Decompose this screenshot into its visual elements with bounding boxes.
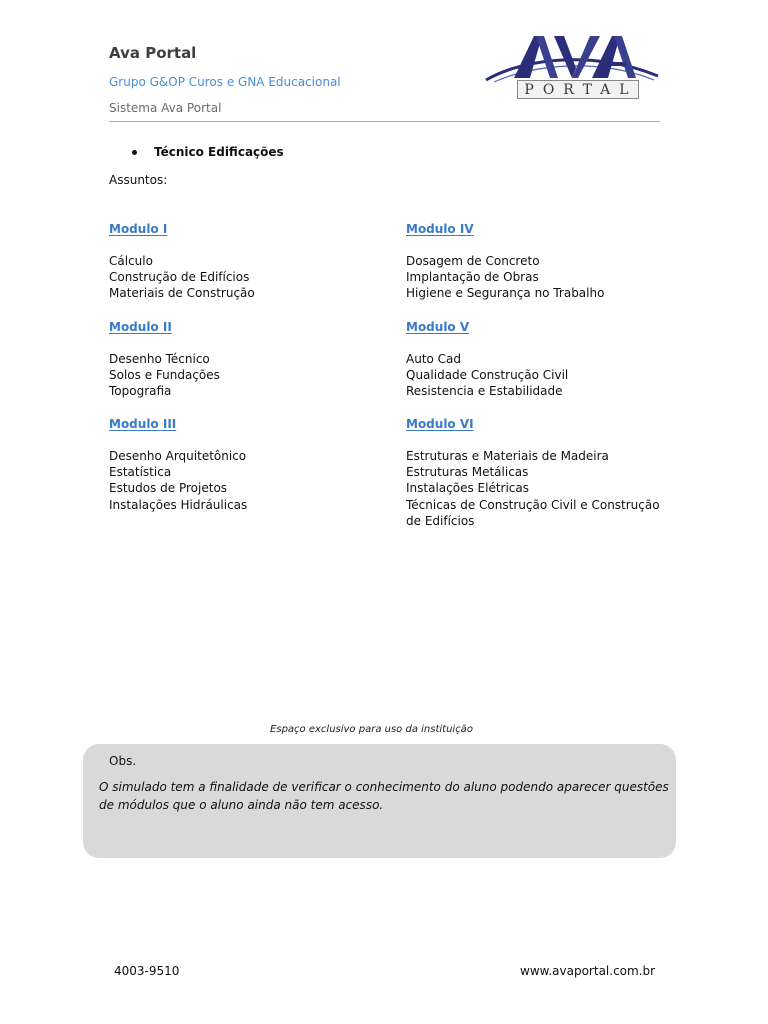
module-item: Estruturas Metálicas bbox=[406, 465, 529, 480]
module-items bbox=[406, 253, 668, 302]
module-items bbox=[406, 351, 668, 400]
module-3 bbox=[109, 417, 379, 513]
module-items bbox=[109, 351, 379, 400]
logo-portal-word: PORTAL bbox=[517, 80, 639, 99]
header-system: Sistema Ava Portal bbox=[109, 101, 222, 115]
module-item: Desenho Técnico bbox=[109, 352, 210, 366]
module-title[interactable]: Modulo III bbox=[109, 417, 177, 431]
module-4 bbox=[406, 222, 668, 302]
module-item: Solos e Fundações bbox=[109, 368, 220, 383]
module-title[interactable]: Modulo II bbox=[109, 320, 172, 334]
module-item: Construção de Edifícios bbox=[109, 270, 250, 285]
footer-website-link[interactable]: www.avaportal.com.br bbox=[520, 964, 656, 978]
ava-portal-logo bbox=[484, 28, 660, 104]
header-subtitle: Grupo G&OP Curos e GNA Educacional bbox=[109, 75, 341, 89]
module-item: de Edifícios bbox=[406, 513, 475, 528]
bullet-icon bbox=[132, 150, 137, 155]
module-item: Técnicas de Construção Civil e Construção bbox=[406, 497, 660, 512]
logo-graphic bbox=[484, 28, 660, 84]
module-item: Instalações Elétricas bbox=[406, 481, 530, 496]
module-title[interactable]: Modulo IV bbox=[406, 222, 474, 236]
module-item: Implantação de Obras bbox=[406, 270, 539, 285]
module-item: Estruturas e Materiais de Madeira bbox=[406, 449, 609, 463]
module-items bbox=[109, 448, 379, 513]
module-1 bbox=[109, 222, 379, 302]
module-title[interactable]: Modulo VI bbox=[406, 417, 474, 431]
footer-phone: 4003-9510 bbox=[114, 964, 180, 978]
module-items bbox=[406, 448, 668, 529]
module-item: Dosagem de Concreto bbox=[406, 254, 540, 268]
module-item: Desenho Arquitetônico bbox=[109, 449, 247, 463]
course-bullet-item bbox=[132, 145, 284, 159]
module-items bbox=[109, 253, 379, 302]
institution-label: Espaço exclusivo para uso da instituição bbox=[270, 724, 473, 735]
module-item: Topografia bbox=[109, 384, 172, 399]
header-divider bbox=[109, 121, 660, 122]
module-2 bbox=[109, 320, 379, 400]
module-title[interactable]: Modulo I bbox=[109, 222, 168, 236]
subjects-label: Assuntos: bbox=[109, 173, 168, 187]
module-item: Materiais de Construção bbox=[109, 286, 255, 301]
module-title[interactable]: Modulo V bbox=[406, 320, 470, 334]
obs-box bbox=[83, 744, 676, 858]
module-6 bbox=[406, 417, 668, 529]
module-5 bbox=[406, 320, 668, 400]
module-item: Estatística bbox=[109, 465, 172, 480]
module-item: Higiene e Segurança no Trabalho bbox=[406, 286, 605, 301]
module-item: Qualidade Construção Civil bbox=[406, 368, 569, 383]
obs-title: Obs. bbox=[109, 754, 137, 768]
module-item: Estudos de Projetos bbox=[109, 481, 228, 496]
course-name: Técnico Edificações bbox=[154, 145, 284, 159]
module-item: Cálculo bbox=[109, 254, 153, 268]
obs-text: O simulado tem a finalidade de verificar o conhecimento do aluno podendo aparecer questões de módulos que o aluno ainda não tem acesso. bbox=[99, 780, 669, 812]
module-item: Auto Cad bbox=[406, 352, 462, 366]
header-title: Ava Portal bbox=[109, 44, 197, 62]
module-item: Resistencia e Estabilidade bbox=[406, 384, 563, 399]
module-item: Instalações Hidráulicas bbox=[109, 497, 248, 512]
